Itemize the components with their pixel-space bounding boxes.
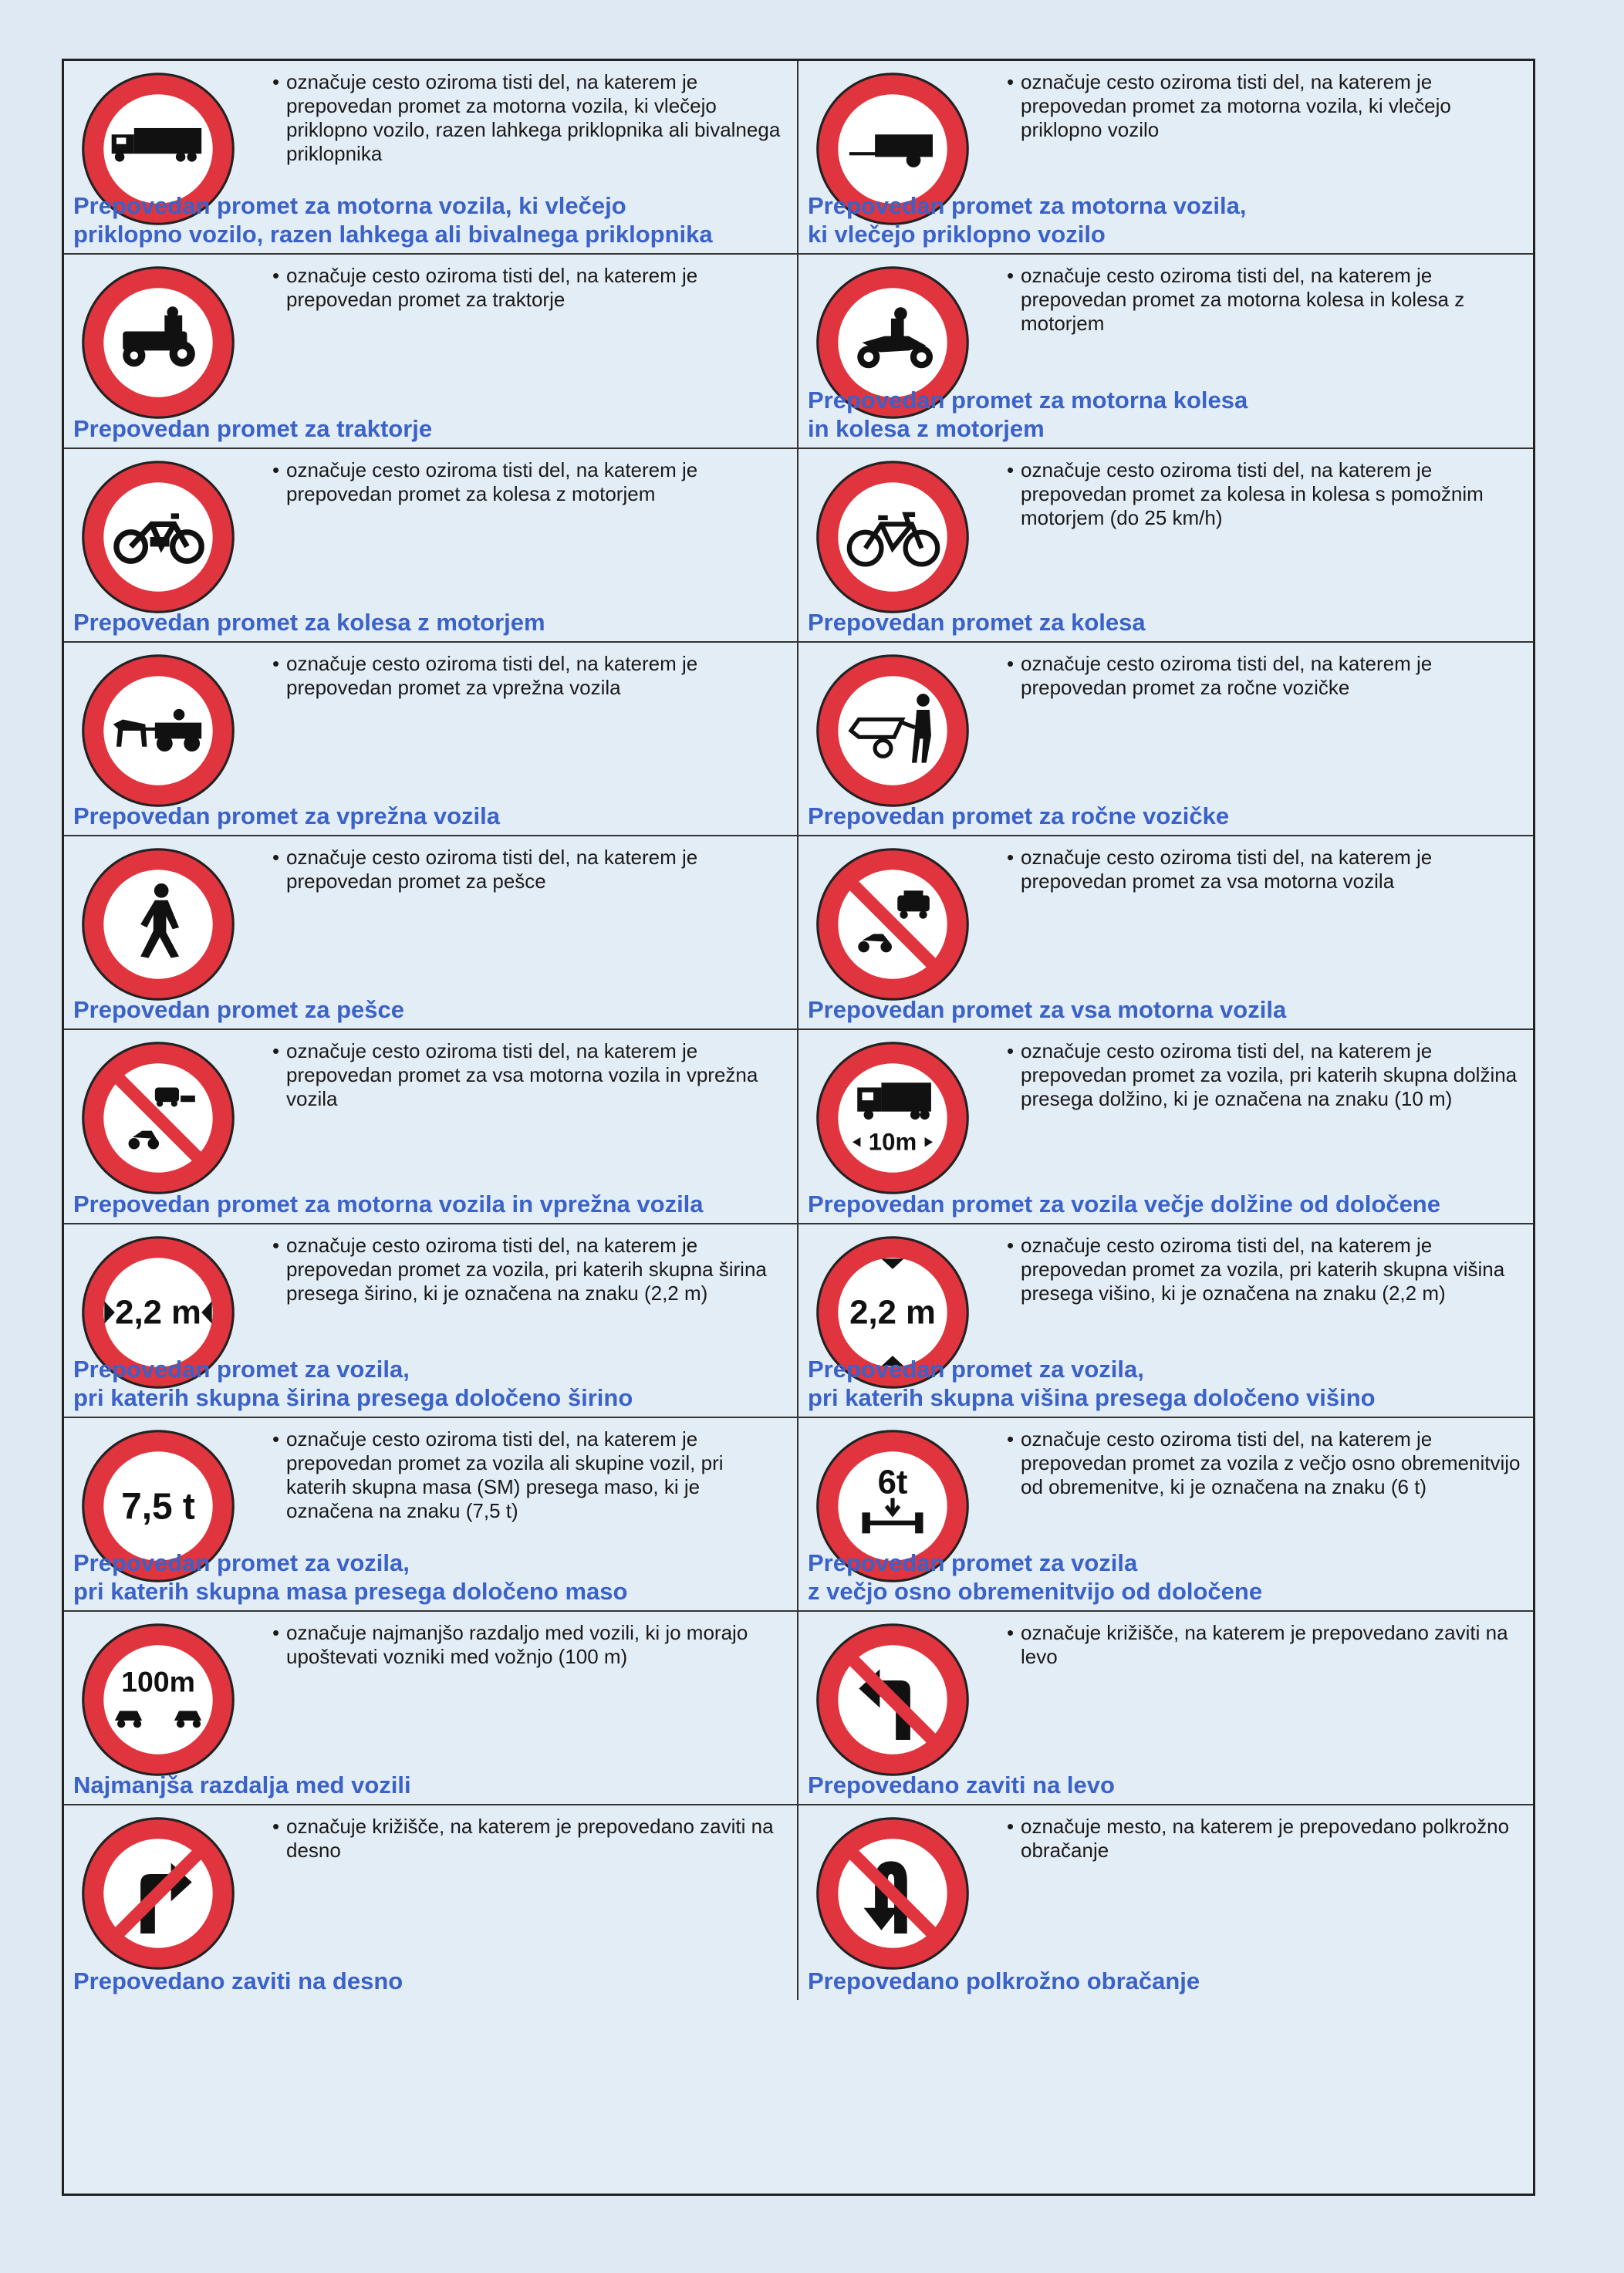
sign-description: • označuje cesto oziroma tisti del, na katerem je prepovedan promet za motorna vozila, ki vlečejo priklopno vozilo: [1007, 70, 1522, 142]
axle-load-limit-value: 6t: [877, 1463, 908, 1501]
sign-cell: [798, 643, 1533, 836]
sign-description: • označuje cesto oziroma tisti del, na katerem je prepovedan promet za motorna vozila, ki vlečejo priklopno vozilo, razen lahkega priklopnika ali bivalnega priklopnika: [272, 70, 786, 166]
length-limit-value: 10m: [868, 1128, 917, 1156]
sign-cell: [64, 255, 798, 448]
sign-description: • označuje cesto oziroma tisti del, na katerem je prepovedan promet za vozila, pri katerih skupna višina presega višino, ki je označena na znaku (2,2 m): [1007, 1234, 1522, 1305]
sign-description: • označuje cesto oziroma tisti del, na katerem je prepovedan promet za motorna kolesa in kolesa z motorjem: [1007, 264, 1522, 336]
sign-cell: [798, 449, 1533, 643]
sign-title: Prepovedan promet za pešce: [73, 996, 404, 1024]
sign-cell: [798, 1224, 1533, 1418]
sign-description: • označuje cesto oziroma tisti del, na katerem je prepovedan promet za kolesa in kolesa s pomožnim motorjem (do 25 km/h): [1007, 458, 1522, 530]
sign-cell: [798, 1030, 1533, 1224]
sign-title: Prepovedan promet za vozila, pri katerih skupna širina presega določeno širino: [73, 1355, 633, 1411]
sign-title: Prepovedan promet za traktorje: [73, 414, 433, 442]
sign-title: Prepovedan promet za ročne vozičke: [808, 802, 1230, 830]
traffic-signs-table: [62, 59, 1535, 2196]
no-handcart-icon: [812, 650, 973, 811]
sign-description: • označuje cesto oziroma tisti del, na katerem je prepovedan promet za vozila z večjo osno obremenitvijo od obremenitve, ki je označena na znaku (6 t): [1007, 1427, 1522, 1499]
sign-cell: [798, 1418, 1533, 1612]
sign-cell: [798, 1612, 1533, 1805]
minimum-distance-value: 100m: [121, 1665, 195, 1698]
sign-description: • označuje križišče, na katerem je prepovedano zaviti na desno: [272, 1815, 786, 1863]
sign-cell: [64, 449, 798, 643]
sign-cell: [64, 1805, 798, 1999]
sign-description: • označuje cesto oziroma tisti del, na katerem je prepovedan promet za kolesa z motorjem: [272, 458, 786, 506]
sign-description: • označuje cesto oziroma tisti del, na katerem je prepovedan promet za vsa motorna vozila: [1007, 846, 1522, 893]
no-motor-vehicles-icon: [812, 844, 973, 1005]
sign-cell: [64, 1030, 798, 1224]
sign-title: Prepovedano zaviti na levo: [808, 1771, 1115, 1799]
sign-title: Prepovedano polkrožno obračanje: [808, 1967, 1200, 1994]
sign-title: Najmanjša razdalja med vozili: [73, 1771, 411, 1799]
sign-cell: [64, 1612, 798, 1805]
sign-cell: [798, 61, 1533, 255]
no-left-turn-icon: [812, 1619, 973, 1780]
sign-description: • označuje cesto oziroma tisti del, na katerem je prepovedan promet za vprežna vozila: [272, 652, 786, 700]
no-moped-icon: [78, 457, 238, 617]
sign-cell: [64, 1224, 798, 1418]
sign-description: • označuje cesto oziroma tisti del, na katerem je prepovedan promet za ročne vozičke: [1007, 652, 1522, 700]
no-tractor-icon: [78, 262, 238, 423]
sign-description: • označuje mesto, na katerem je prepovedano polkrožno obračanje: [1007, 1815, 1522, 1863]
sign-title: Prepovedan promet za kolesa: [808, 608, 1146, 636]
minimum-distance-icon: [78, 1619, 238, 1780]
sign-title: Prepovedan promet za vprežna vozila: [73, 802, 501, 830]
sign-title: Prepovedano zaviti na desno: [73, 1967, 403, 1994]
sign-cell: [798, 255, 1533, 448]
weight-limit-value: 7,5 t: [121, 1486, 195, 1528]
sign-cell: [64, 1418, 798, 1612]
sign-cell: [798, 836, 1533, 1030]
height-limit-value: 2,2 m: [849, 1293, 936, 1332]
no-horse-cart-icon: [78, 650, 238, 811]
no-bicycle-icon: [812, 457, 973, 617]
no-right-turn-icon: [78, 1813, 238, 1974]
sign-title: Prepovedan promet za motorna vozila, ki vlečejo priklopno vozilo, razen lahkega ali bivalnega priklopnika: [73, 192, 713, 248]
width-limit-value: 2,2 m: [115, 1293, 201, 1332]
sign-title: Prepovedan promet za motorna kolesa in kolesa z motorjem: [808, 386, 1248, 442]
sign-title: Prepovedan promet za vsa motorna vozila: [808, 996, 1287, 1024]
no-pedestrian-icon: [78, 844, 238, 1005]
sign-title: Prepovedan promet za vozila, pri katerih skupna višina presega določeno višino: [808, 1355, 1376, 1411]
sign-cell: [64, 643, 798, 836]
sign-description: • označuje najmanjšo razdaljo med vozili, ki jo morajo upoštevati vozniki med vožnjo (100 m): [272, 1621, 786, 1669]
sign-description: • označuje cesto oziroma tisti del, na katerem je prepovedan promet za traktorje: [272, 264, 786, 312]
sign-description: • označuje cesto oziroma tisti del, na katerem je prepovedan promet za vozila, pri katerih skupna širina presega širino, ki je označena na znaku (2,2 m): [272, 1234, 786, 1305]
no-motor-and-animal-vehicles-icon: [78, 1038, 238, 1198]
sign-title: Prepovedan promet za motorna vozila, ki vlečejo priklopno vozilo: [808, 192, 1247, 248]
sign-description: • označuje cesto oziroma tisti del, na katerem je prepovedan promet za pešce: [272, 846, 786, 893]
sign-description: • označuje cesto oziroma tisti del, na katerem je prepovedan promet za vozila ali skupine vozil, pri katerih skupna masa (SM) presega maso, ki je označena na znaku (7,5 t): [272, 1427, 786, 1523]
sign-title: Prepovedan promet za vozila večje dolžine od določene: [808, 1190, 1440, 1218]
sign-title: Prepovedan promet za vozila z večjo osno obremenitvijo od določene: [808, 1549, 1263, 1606]
sign-description: • označuje križišče, na katerem je prepovedano zaviti na levo: [1007, 1621, 1522, 1669]
sign-description: • označuje cesto oziroma tisti del, na katerem je prepovedan promet za vsa motorna vozila in vprežna vozila: [272, 1039, 786, 1111]
sign-description: • označuje cesto oziroma tisti del, na katerem je prepovedan promet za vozila, pri katerih skupna dolžina presega dolžino, ki je označena na znaku (10 m): [1007, 1039, 1522, 1111]
sign-cell: [64, 836, 798, 1030]
sign-cell: [798, 1805, 1533, 1999]
sign-title: Prepovedan promet za vozila, pri katerih skupna masa presega določeno maso: [73, 1549, 628, 1606]
sign-title: Prepovedan promet za kolesa z motorjem: [73, 608, 545, 636]
sign-cell: [64, 61, 798, 255]
no-u-turn-icon: [812, 1813, 973, 1974]
sign-title: Prepovedan promet za motorna vozila in vprežna vozila: [73, 1190, 704, 1218]
length-limit-icon: [812, 1038, 973, 1198]
